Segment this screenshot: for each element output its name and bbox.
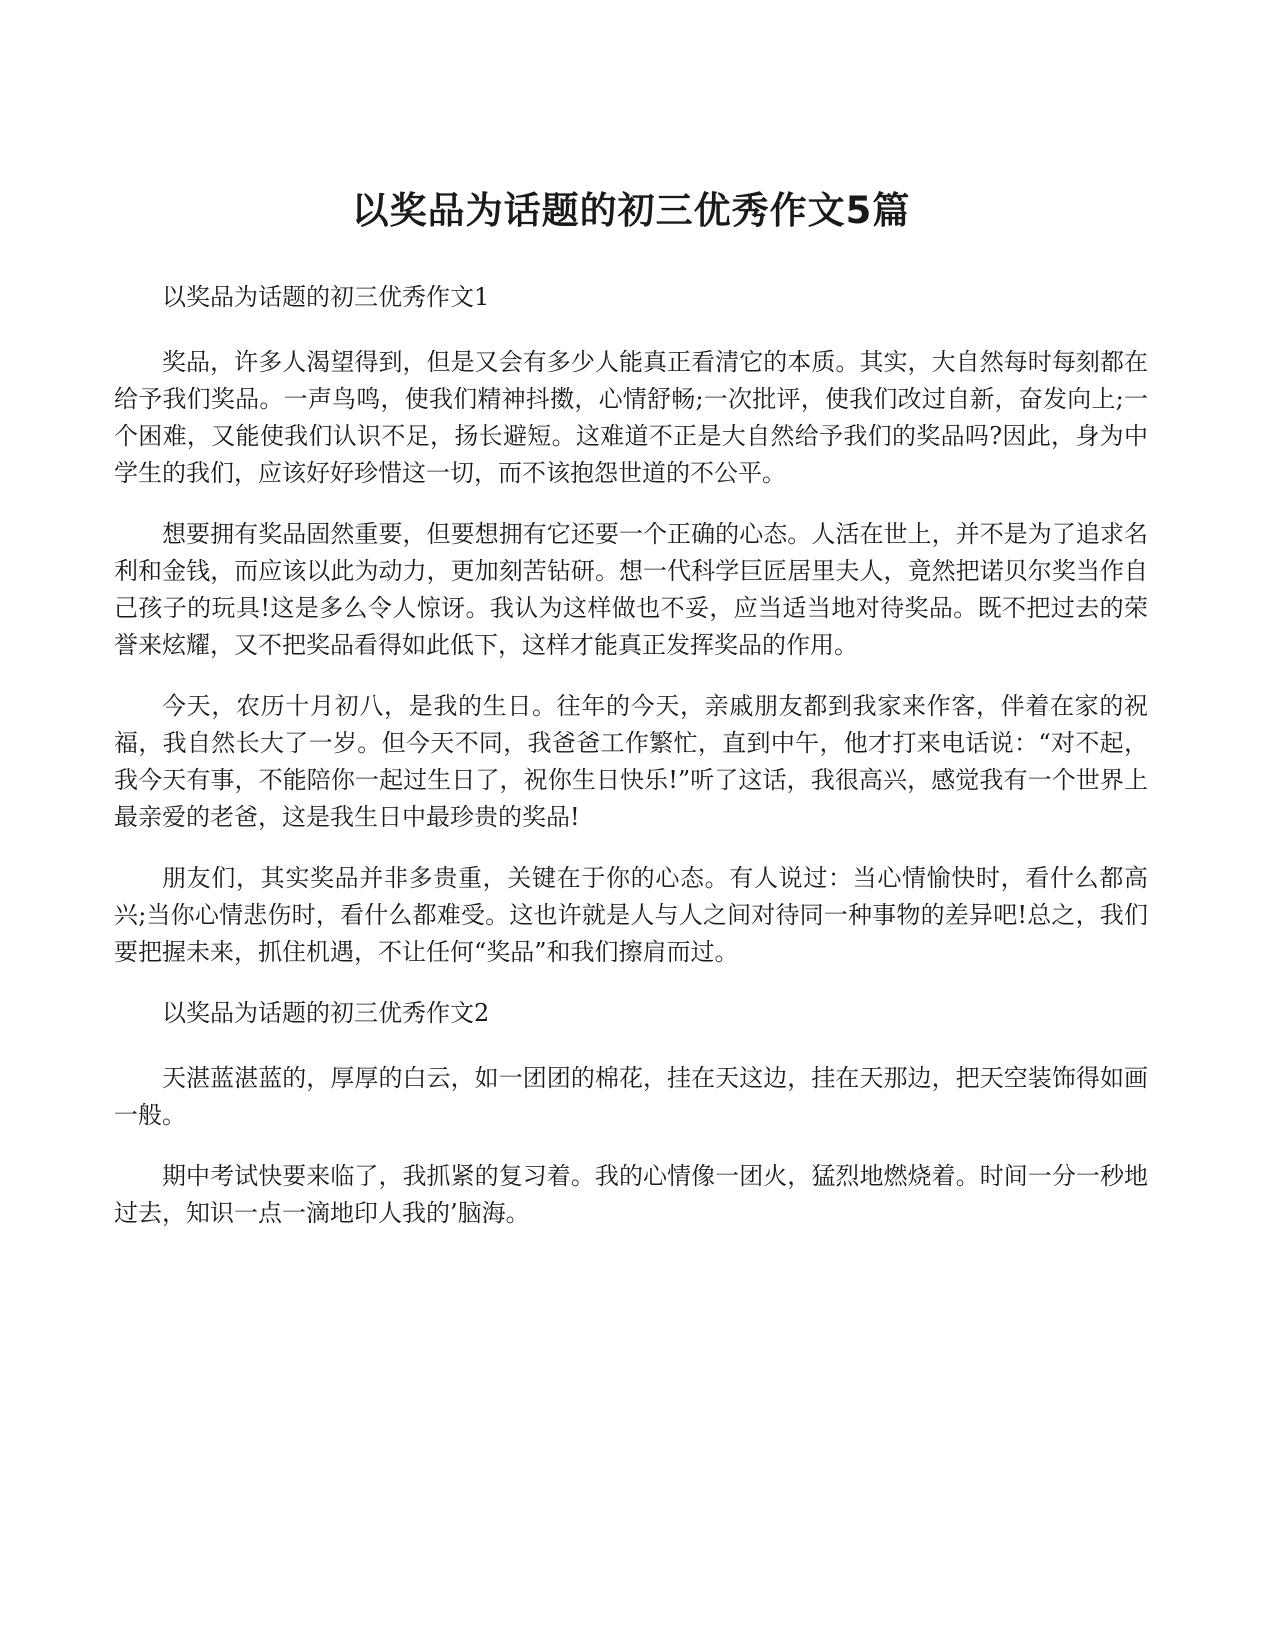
paragraph: 天湛蓝湛蓝的，厚厚的白云，如一团团的棉花，挂在天这边，挂在天那边，把天空装饰得如画一般。 [114,1064,1148,1129]
paragraph: 奖品，许多人渴望得到，但是又会有多少人能真正看清它的本质。其实，大自然每时每刻都在给予我们奖品。一声鸟鸣，使我们精神抖擞，心情舒畅;一次批评，使我们改过自新，奋发向上;一个困难，又能使我们认识不足，扬长避短。这难道不正是大自然给予我们的奖品吗?因此，身为中学生的我们，应该好好珍惜这一切，而不该抱怨世道的不公平。 [114,348,1148,487]
essay-2-heading: 以奖品为话题的初三优秀作文2 [162,999,490,1027]
document-page [114,0,1148,1650]
paragraph: 朋友们，其实奖品并非多贵重，关键在于你的心态。有人说过：当心情愉快时，看什么都高兴;当你心情悲伤时，看什么都难受。这也许就是人与人之间对待同一种事物的差异吧!总之，我们要把握未来，抓住机遇，不让任何“奖品”和我们擦肩而过。 [114,864,1148,966]
essay-1-heading: 以奖品为话题的初三优秀作文1 [162,283,490,311]
paragraph: 期中考试快要来临了，我抓紧的复习着。我的心情像一团火，猛烈地燃烧着。时间一分一秒地过去，知识一点一滴地印人我的’脑海。 [114,1162,1148,1227]
paragraph: 想要拥有奖品固然重要，但要想拥有它还要一个正确的心态。人活在世上，并不是为了追求名利和金钱，而应该以此为动力，更加刻苦钻研。想一代科学巨匠居里夫人，竟然把诺贝尔奖当作自己孩子的玩具!这是多么令人惊讶。我认为这样做也不妥，应当适当地对待奖品。既不把过去的荣誉来炫耀，又不把奖品看得如此低下，这样才能真正发挥奖品的作用。 [114,520,1148,659]
document-title: 以奖品为话题的初三优秀作文5篇 [351,189,911,232]
paragraph: 今天，农历十月初八，是我的生日。往年的今天，亲戚朋友都到我家来作客，伴着在家的祝福，我自然长大了一岁。但今天不同，我爸爸工作繁忙，直到中午，他才打来电话说：“对不起，我今天有事，不能陪你一起过生日了，祝你生日快乐!”听了这话，我很高兴，感觉我有一个世界上最亲爱的老爸，这是我生日中最珍贵的奖品! [114,692,1148,831]
document-body [114,279,1148,1256]
